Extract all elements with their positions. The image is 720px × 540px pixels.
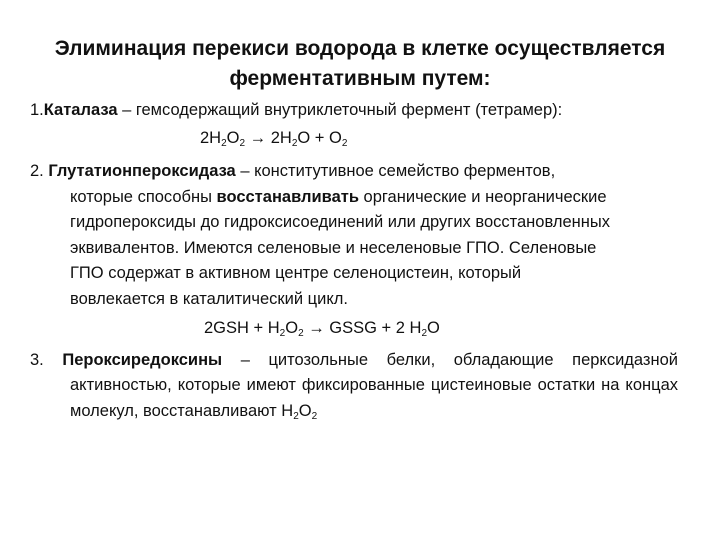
item-2-glutathione-peroxidase: 2. Глутатионпероксидаза – конститутивное семейство ферментов, которые способны восстанавливать органические и неорганические гидропероксиды до гидроксисоединений или других восстановленных эквивалентов. Имеются селеновые и неселеновые ГПО. Селеновые ГПО содержат в активном центре селеноцистеин, который вовлекается в каталитический цикл. bbox=[30, 162, 610, 308]
item-3-term: Пероксиредоксины bbox=[62, 350, 223, 369]
reaction-arrow: → bbox=[303, 319, 330, 337]
item-1-term: Каталаза bbox=[43, 101, 118, 119]
item-1-text: – гемсодержащий внутриклеточный фермент (тетрамер): bbox=[122, 101, 563, 119]
item-2-term: Глутатионпероксидаза bbox=[48, 162, 236, 180]
slide-title-line-2: ферментативным путем: bbox=[229, 67, 491, 90]
slide-title bbox=[0, 34, 720, 94]
item-2-number: 2. bbox=[30, 162, 44, 180]
item-3-number: 3. bbox=[30, 350, 44, 369]
item-1-number: 1. bbox=[30, 101, 44, 119]
gpx-equation: $2GSH + H_2O_2$ → GSSG + 2 $H_2O$ bbox=[204, 319, 440, 339]
catalase-equation: $2H_2O_2 \to 2H_2O + O_2$ bbox=[200, 128, 348, 149]
item-1-catalase bbox=[30, 98, 678, 124]
item-3-peroxiredoxins: 3. Пероксиредоксины – цитозольные белки, обладающие перксидазной активностью, которые имеют фиксированные цистеиновые остатки на концах молекул, восстанавливают $H_2O_2$ bbox=[30, 350, 678, 422]
slide-body bbox=[30, 98, 678, 424]
slide-title-line-1: Элиминация перекиси водорода в клетке осуществляется bbox=[54, 37, 666, 60]
reaction-arrow: → bbox=[245, 128, 271, 147]
